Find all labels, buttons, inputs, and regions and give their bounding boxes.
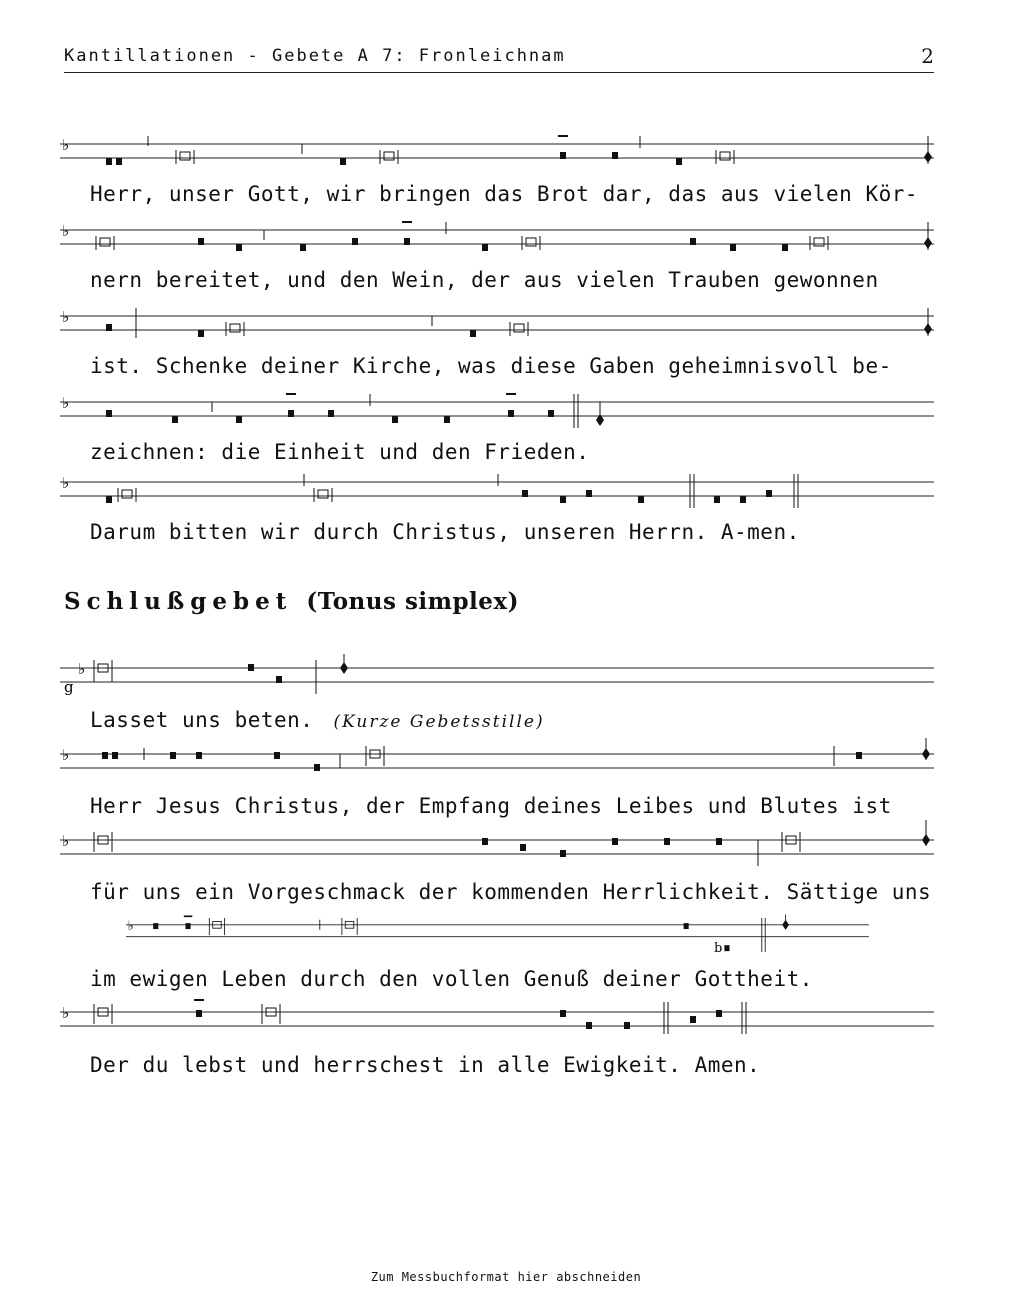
g-clef-letter: g [64, 678, 74, 696]
cut-line-note: Zum Messbuchformat hier abschneiden [370, 1270, 642, 1284]
header-title: Kantillationen - Gebete A 7: Fronleichnam [64, 46, 566, 66]
flat-sign: ♭ [78, 660, 86, 678]
chant-line-3: ist. Schenke deiner Kirche, was diese Gaben geheimnisvoll be- [90, 354, 892, 378]
final-line-4: im ewigen Leben durch den vollen Genuß deiner Gottheit. [90, 967, 813, 991]
chant-line-2: nern bereitet, und den Wein, der aus vielen Trauben gewonnen [90, 268, 879, 292]
page-header [64, 44, 934, 73]
final-staff-3 [60, 832, 940, 866]
page-number: 2 [921, 44, 934, 68]
silence-note: (Kurze Gebetsstille) [333, 712, 545, 732]
chant-line-5: Darum bitten wir durch Christus, unseren Herrn. A-men. [90, 520, 800, 544]
chant-staff-5 [60, 474, 940, 508]
final-line-1-text: Lasset uns beten. [90, 708, 314, 732]
svg-text:♭: ♭ [62, 832, 70, 850]
chant-staff-4 [60, 394, 940, 428]
svg-text:♭: ♭ [62, 746, 70, 764]
b-accidental: b [714, 941, 723, 956]
chant-line-1: Herr, unser Gott, wir bringen das Brot dar, das aus vielen Kör- [90, 182, 919, 206]
final-staff-2 [60, 746, 940, 780]
svg-text:♭: ♭ [62, 308, 70, 326]
final-line-1 [90, 708, 545, 732]
chant-staff-2 [60, 222, 940, 256]
svg-text:♭: ♭ [62, 394, 70, 412]
svg-text:♭: ♭ [62, 474, 70, 492]
final-staff-4 [60, 918, 940, 956]
section-title: Schlußgebet [64, 588, 293, 615]
section-heading [64, 588, 519, 615]
chant-line-4: zeichnen: die Einheit und den Frieden. [90, 440, 590, 464]
final-line-2: Herr Jesus Christus, der Empfang deines Leibes und Blutes ist [90, 794, 892, 818]
final-staff-5 [60, 1004, 940, 1038]
chant-staff-3 [60, 308, 940, 342]
chant-staff-1 [60, 136, 940, 170]
flat-clef: ♭ [62, 136, 70, 154]
final-line-3: für uns ein Vorgeschmack der kommenden Herrlichkeit. Sättige uns [90, 880, 932, 904]
final-line-5: Der du lebst und herrschest in alle Ewigkeit. Amen. [90, 1053, 761, 1077]
svg-text:♭: ♭ [127, 918, 134, 934]
final-staff-1 [60, 660, 940, 694]
section-subtitle: (Tonus simplex) [306, 588, 520, 615]
svg-text:♭: ♭ [62, 1004, 70, 1022]
svg-text:♭: ♭ [62, 222, 70, 240]
